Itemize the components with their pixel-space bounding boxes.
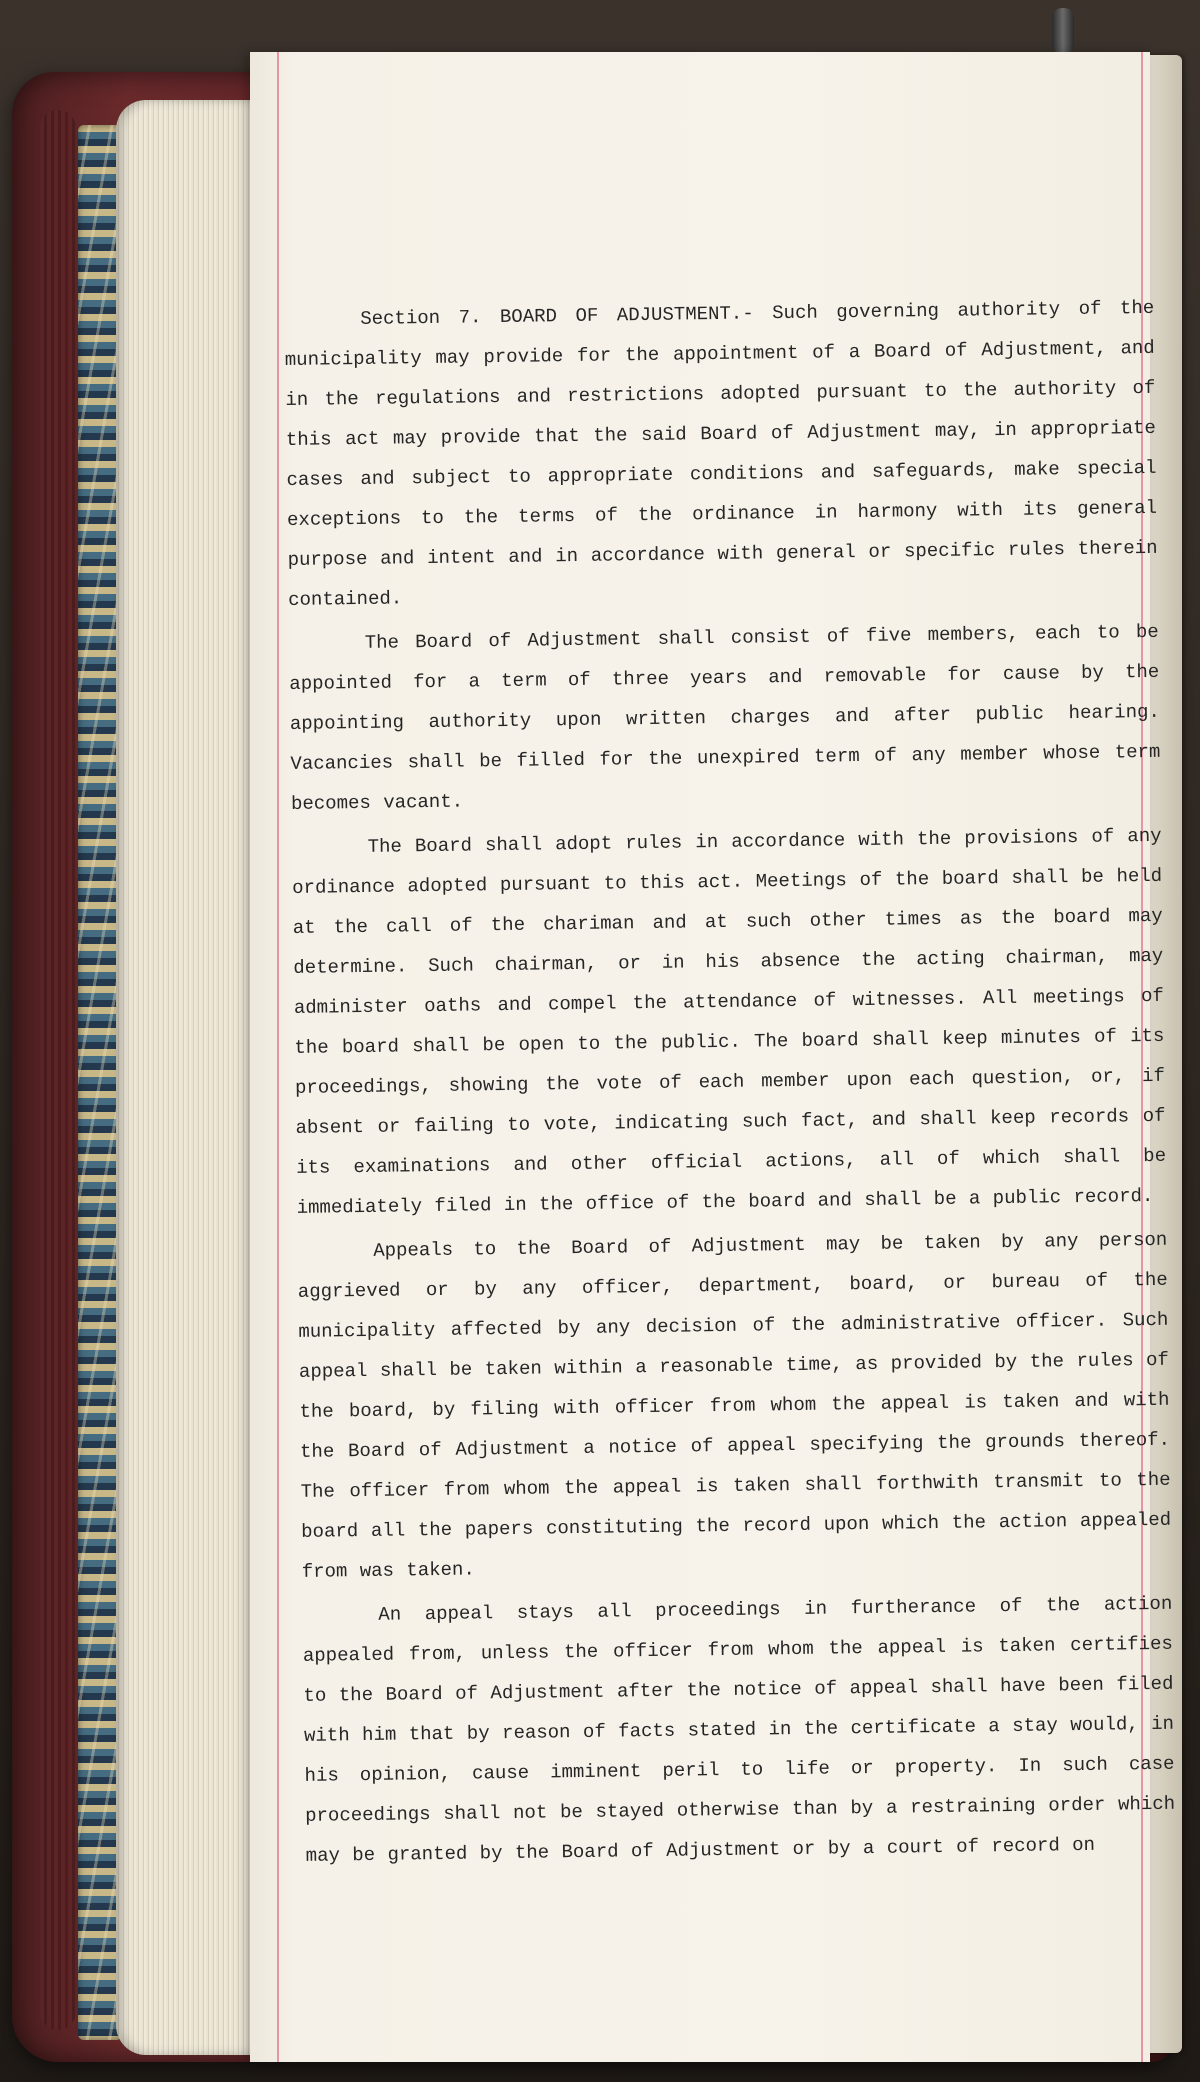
paragraph-board-rules: The Board shall adopt rules in accordance with the provisions of any ordinance adopted pursuant to this act. Meetings of the board shall be held at the call of the chariman and at such other times as the board may determine. Such chairman, or in his absence the acting chairman, may administer oaths and compel the attendance of witnesses. All meetings of the board shall be open to the public. The board shall keep minutes of its proceedings, showing the vote of each member upon each question, or, if absent or failing to vote, indicating such fact, and shall keep records of its examinations and other official actions, all of which shall be immediately filed in the office of the board and shall be a public record. bbox=[292, 824, 1167, 1219]
left-margin-rule bbox=[277, 52, 279, 2062]
paragraph-section-7: Section 7. BOARD OF ADJUSTMENT.- Such governing authority of the municipality may provide for the appointment of a Board of Adjustment, and in the regulations and restrictions adopted pursuant to the authority of this act may provide that the said Board of Adjustment may, in appropriate cases and subject to appropriate conditions and safeguards, make special exceptions to the terms of the ordinance in harmony with its general purpose and intent and in accordance with general or specific rules therein contained. bbox=[284, 296, 1158, 611]
paragraph-board-membership: The Board of Adjustment shall consist of five members, each to be appointed for a term of three years and removable for cause by the appointing authority upon written charges and after public hearing. Vacancies shall be filled for the unexpired term of any member whose term becomes vacant. bbox=[289, 620, 1161, 815]
page-stack-edge bbox=[116, 100, 256, 2055]
typed-text-body bbox=[284, 288, 1176, 1880]
ledger-page bbox=[250, 52, 1176, 2062]
binder-clip bbox=[1052, 8, 1074, 54]
cover-spine-ribbing bbox=[40, 110, 76, 2030]
paragraph-appeal-stays: An appeal stays all proceedings in furtherance of the action appealed from, unless the officer from whom the appeal is taken certifies to the Board of Adjustment after the notice of appeal shall have been filed with him that by reason of facts stated in the certificate a stay would, in his opinion, cause imminent peril to life or property. In such case proceedings shall not be stayed otherwise than by a restraining order which may be granted by the Board of Adjustment or by a court of record on bbox=[302, 1592, 1176, 1867]
paragraph-appeals: Appeals to the Board of Adjustment may be taken by any person aggrieved or by any officer, department, board, or bureau of the municipality affected by any decision of the administrative officer. Such appeal shall be taken within a reasonable time, as provided by the rules of the board, by filing with officer from whom the appeal is taken and with the Board of Adjustment a notice of appeal specifying the grounds thereof. The officer from whom the appeal is taken shall forthwith transmit to the board all the papers constituting the record upon which the action appealed from was taken. bbox=[297, 1228, 1172, 1583]
